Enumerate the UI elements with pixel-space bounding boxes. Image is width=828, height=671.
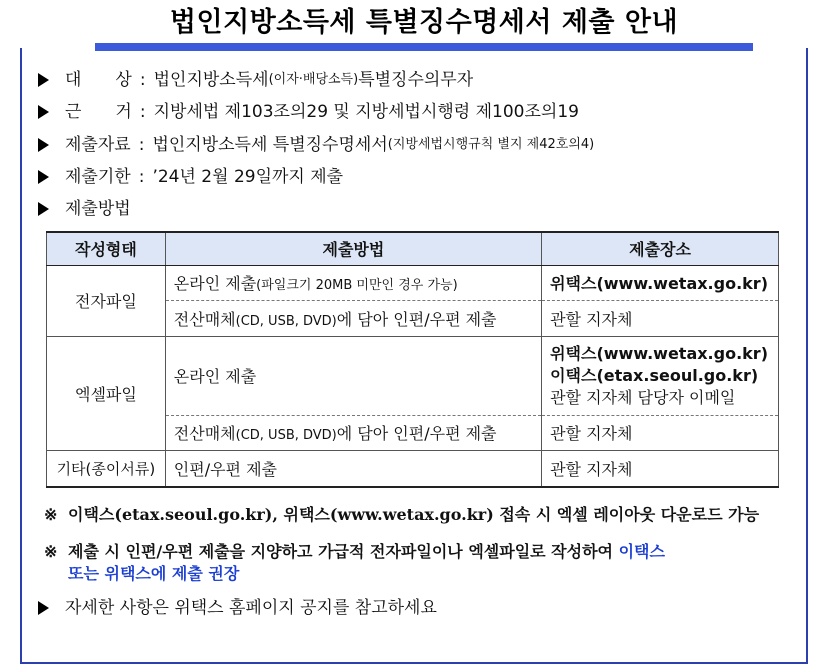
method-cell: 온라인 제출	[165, 336, 541, 415]
bullet-sep: :	[139, 70, 146, 90]
note-2-highlight-b: 또는 위택스에 제출 권장	[68, 564, 240, 583]
place-cell: 위택스(www.wetax.go.kr)	[542, 265, 779, 300]
bullet-key: 근 거	[65, 102, 132, 122]
reference-mark-icon: ※	[44, 542, 58, 561]
note-2-highlight-a: 이택스	[618, 542, 665, 561]
triangle-bullet-icon	[38, 601, 49, 615]
table-row	[47, 450, 779, 487]
bullet-footer	[38, 596, 437, 620]
bullet-text-rest: 특별징수의무자	[358, 70, 474, 90]
bullet-basis	[38, 100, 579, 124]
note-2-text: 제출 시 인편/우편 제출을 지양하고 가급적 전자파일이나 엑셀파일로 작성하여	[68, 542, 619, 561]
bullet-text-small: (지방세법시행규칙 별지 제42호의4)	[387, 137, 595, 152]
page-title-wrap	[95, 4, 753, 42]
method-small: (CD, USB, DVD)	[235, 428, 337, 443]
bullet-text: 법인지방소득세	[153, 70, 269, 90]
bullet-sep: :	[138, 167, 145, 187]
method-text: 온라인 제출	[173, 274, 257, 293]
note-1-text: 이택스(etax.seoul.go.kr), 위택스(www.wetax.go.kr) 접속 시 엑셀 레이아웃 다운로드 가능	[68, 505, 760, 524]
place-cell: 관할 지자체	[542, 450, 779, 487]
method-small: (CD, USB, DVD)	[235, 313, 337, 329]
bullet-sep: :	[139, 102, 146, 122]
form-excel: 엑셀파일	[47, 336, 166, 450]
triangle-bullet-icon	[38, 202, 49, 216]
method-cell: 인편/우편 제출	[165, 450, 541, 487]
reference-mark-icon: ※	[44, 505, 58, 524]
bullet-materials	[38, 133, 594, 157]
header-form: 작성형태	[47, 232, 166, 265]
bullet-text-small: (이자·배당소득)	[268, 72, 359, 87]
note-2	[44, 541, 789, 585]
method-cell	[165, 300, 541, 336]
triangle-bullet-icon	[38, 105, 49, 119]
footer-text: 자세한 사항은 위택스 홈페이지 공지를 참고하세요	[65, 598, 437, 618]
bullet-key: 제출방법	[65, 199, 131, 219]
place-cell	[542, 336, 779, 415]
page-title: 법인지방소득세 특별징수명세서 제출 안내	[169, 7, 679, 38]
header-method: 제출방법	[165, 232, 541, 265]
triangle-bullet-icon	[38, 73, 49, 87]
form-electronic: 전자파일	[47, 265, 166, 336]
form-other: 기타(종이서류)	[47, 450, 166, 487]
bullet-key: 제출자료	[65, 135, 131, 155]
bullet-method	[38, 197, 131, 221]
submission-method-table	[46, 231, 779, 488]
method-text-b: 에 담아 인편/우편 제출	[336, 309, 497, 329]
table-row	[47, 265, 779, 300]
place-cell: 관할 지자체	[542, 300, 779, 336]
bullet-key: 대 상	[65, 70, 132, 90]
bullet-sep: :	[138, 135, 145, 155]
bullet-deadline	[38, 165, 343, 189]
method-text: 전산매체	[173, 424, 236, 443]
triangle-bullet-icon	[38, 170, 49, 184]
method-cell	[165, 415, 541, 450]
note-1	[44, 504, 804, 526]
bullet-text: ’24년 2월 29일까지 제출	[152, 167, 344, 187]
bullet-key: 제출기한	[65, 167, 131, 187]
bullet-target	[38, 68, 473, 92]
bullet-text: 지방세법 제103조의29 및 지방세법시행령 제100조의19	[153, 102, 579, 122]
table-header-row	[47, 232, 779, 265]
method-text: 전산매체	[173, 309, 236, 329]
place-email: 관할 지자체 담당자 이메일	[550, 387, 736, 407]
place-cell: 관할 지자체	[542, 415, 779, 450]
method-small: (파일크기 20MB 미만인 경우 가능)	[256, 278, 458, 293]
table-row	[47, 336, 779, 415]
place-wetax: 위택스(www.wetax.go.kr)	[550, 343, 769, 363]
note-2-line2	[44, 563, 789, 585]
method-text-b: 에 담아 인편/우편 제출	[336, 424, 497, 443]
place-etax: 이택스(etax.seoul.go.kr)	[550, 365, 759, 385]
method-cell	[165, 265, 541, 300]
bullet-text: 법인지방소득세 특별징수명세서	[152, 135, 388, 155]
triangle-bullet-icon	[38, 138, 49, 152]
header-place: 제출장소	[542, 232, 779, 265]
